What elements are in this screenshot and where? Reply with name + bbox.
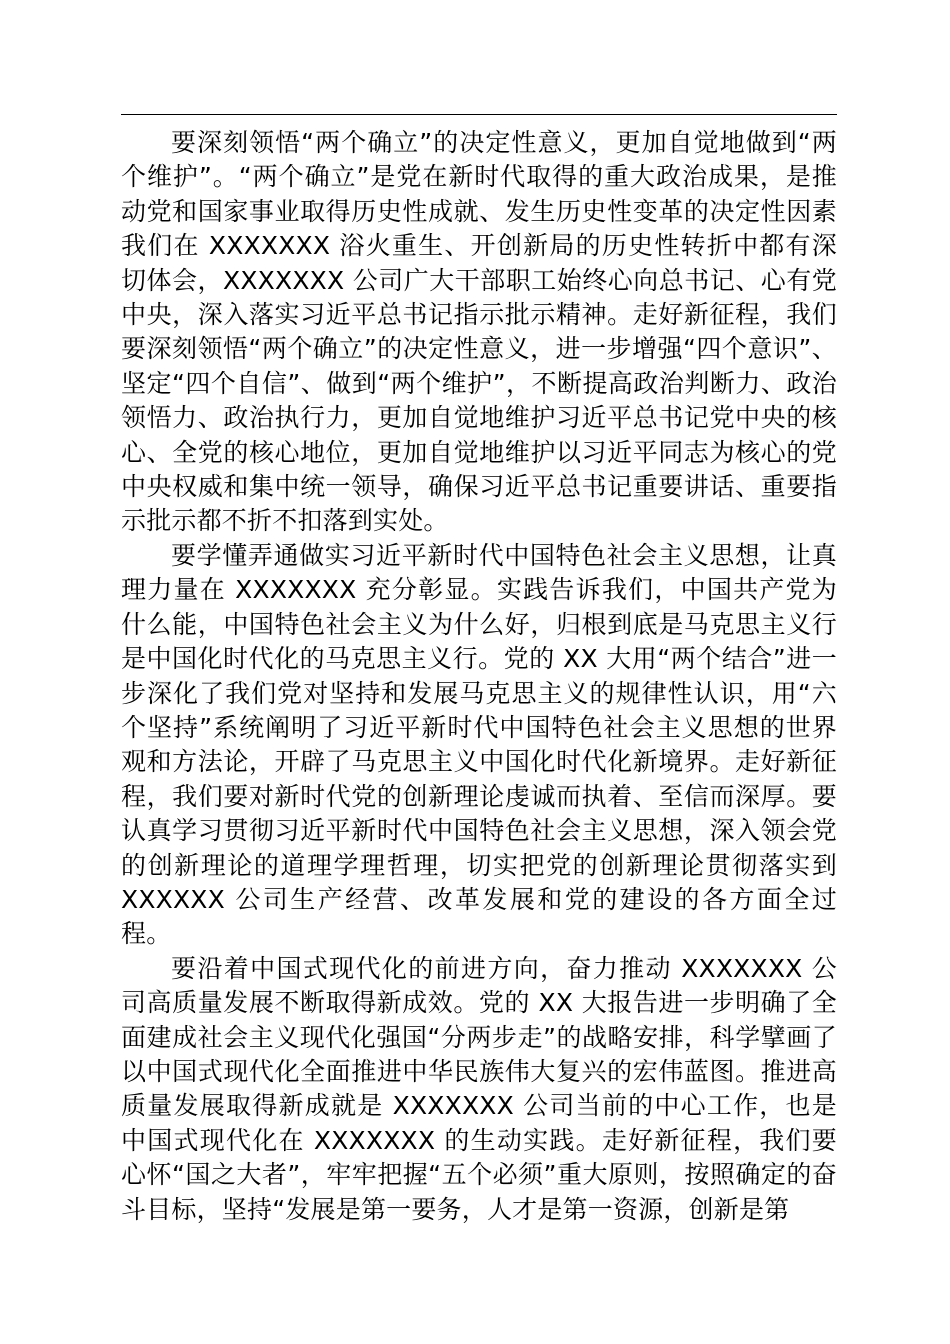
- paragraph-xi-thought: 要学懂弄通做实习近平新时代中国特色社会主义思想，让真理力量在 XXXXXXX 充分彰显。实践告诉我们，中国共产党为什么能，中国特色社会主义为什么好，归根到底是马克思主义行是中国化时代化的马克思主义行。党的 XX 大用“两个结合”进一步深化了我们党对坚持和发展马克思主义的规律性认识，用“六个坚持”系统阐明了习近平新时代中国特色社会主义思想的世界观和方法论，开辟了马克思主义中国化时代化新境界。走好新征程，我们要对新时代党的创新理论虔诚而执着、至信而深厚。要认真学习贯彻习近平新时代中国特色社会主义思想，深入领会党的创新理论的道理学理哲理，切实把党的创新理论贯彻落实到 XXXXXX 公司生产经营、改革发展和党的建设的各方面全过程。: [121, 540, 837, 949]
- paragraph-two-establishments: 要深刻领悟“两个确立”的决定性意义，更加自觉地做到“两个维护”。“两个确立”是党在新时代取得的重大政治成果，是推动党和国家事业取得历史性成就、发生历史性变革的决定性因素我们在 XXXXXXX 浴火重生、开创新局的历史性转折中都有深切体会，XXXXXXX 公司广大干部职工始终心向总书记、心有党中央，深入落实习近平总书记指示批示精神。走好新征程，我们要深刻领悟“两个确立”的决定性意义，进一步增强“四个意识”、坚定“四个自信”、做到“两个维护”，不断提高政治判断力、政治领悟力、政治执行力，更加自觉地维护习近平总书记党中央的核心、全党的核心地位，更加自觉地维护以习近平同志为核心的党中央权威和集中统一领导，确保习近平总书记重要讲话、重要指示批示都不折不扣落到实处。: [121, 128, 837, 536]
- paragraph-chinese-modernization: 要沿着中国式现代化的前进方向，奋力推动 XXXXXXX 公司高质量发展不断取得新成效。党的 XX 大报告进一步明确了全面建成社会主义现代化强国“分两步走”的战略安排，科学擘画了以中国式现代化全面推进中华民族伟大复兴的宏伟蓝图。推进高质量发展取得新成就是 XXXXXXX 公司当前的中心工作，也是中国式现代化在 XXXXXXX 的生动实践。走好新征程，我们要心怀“国之大者”，牢牢把握“五个必须”重大原则，按照确定的奋斗目标，坚持“发展是第一要务，人才是第一资源，创新是第: [121, 953, 837, 1224]
- header-rule: [121, 114, 837, 115]
- document-body: [121, 126, 837, 1227]
